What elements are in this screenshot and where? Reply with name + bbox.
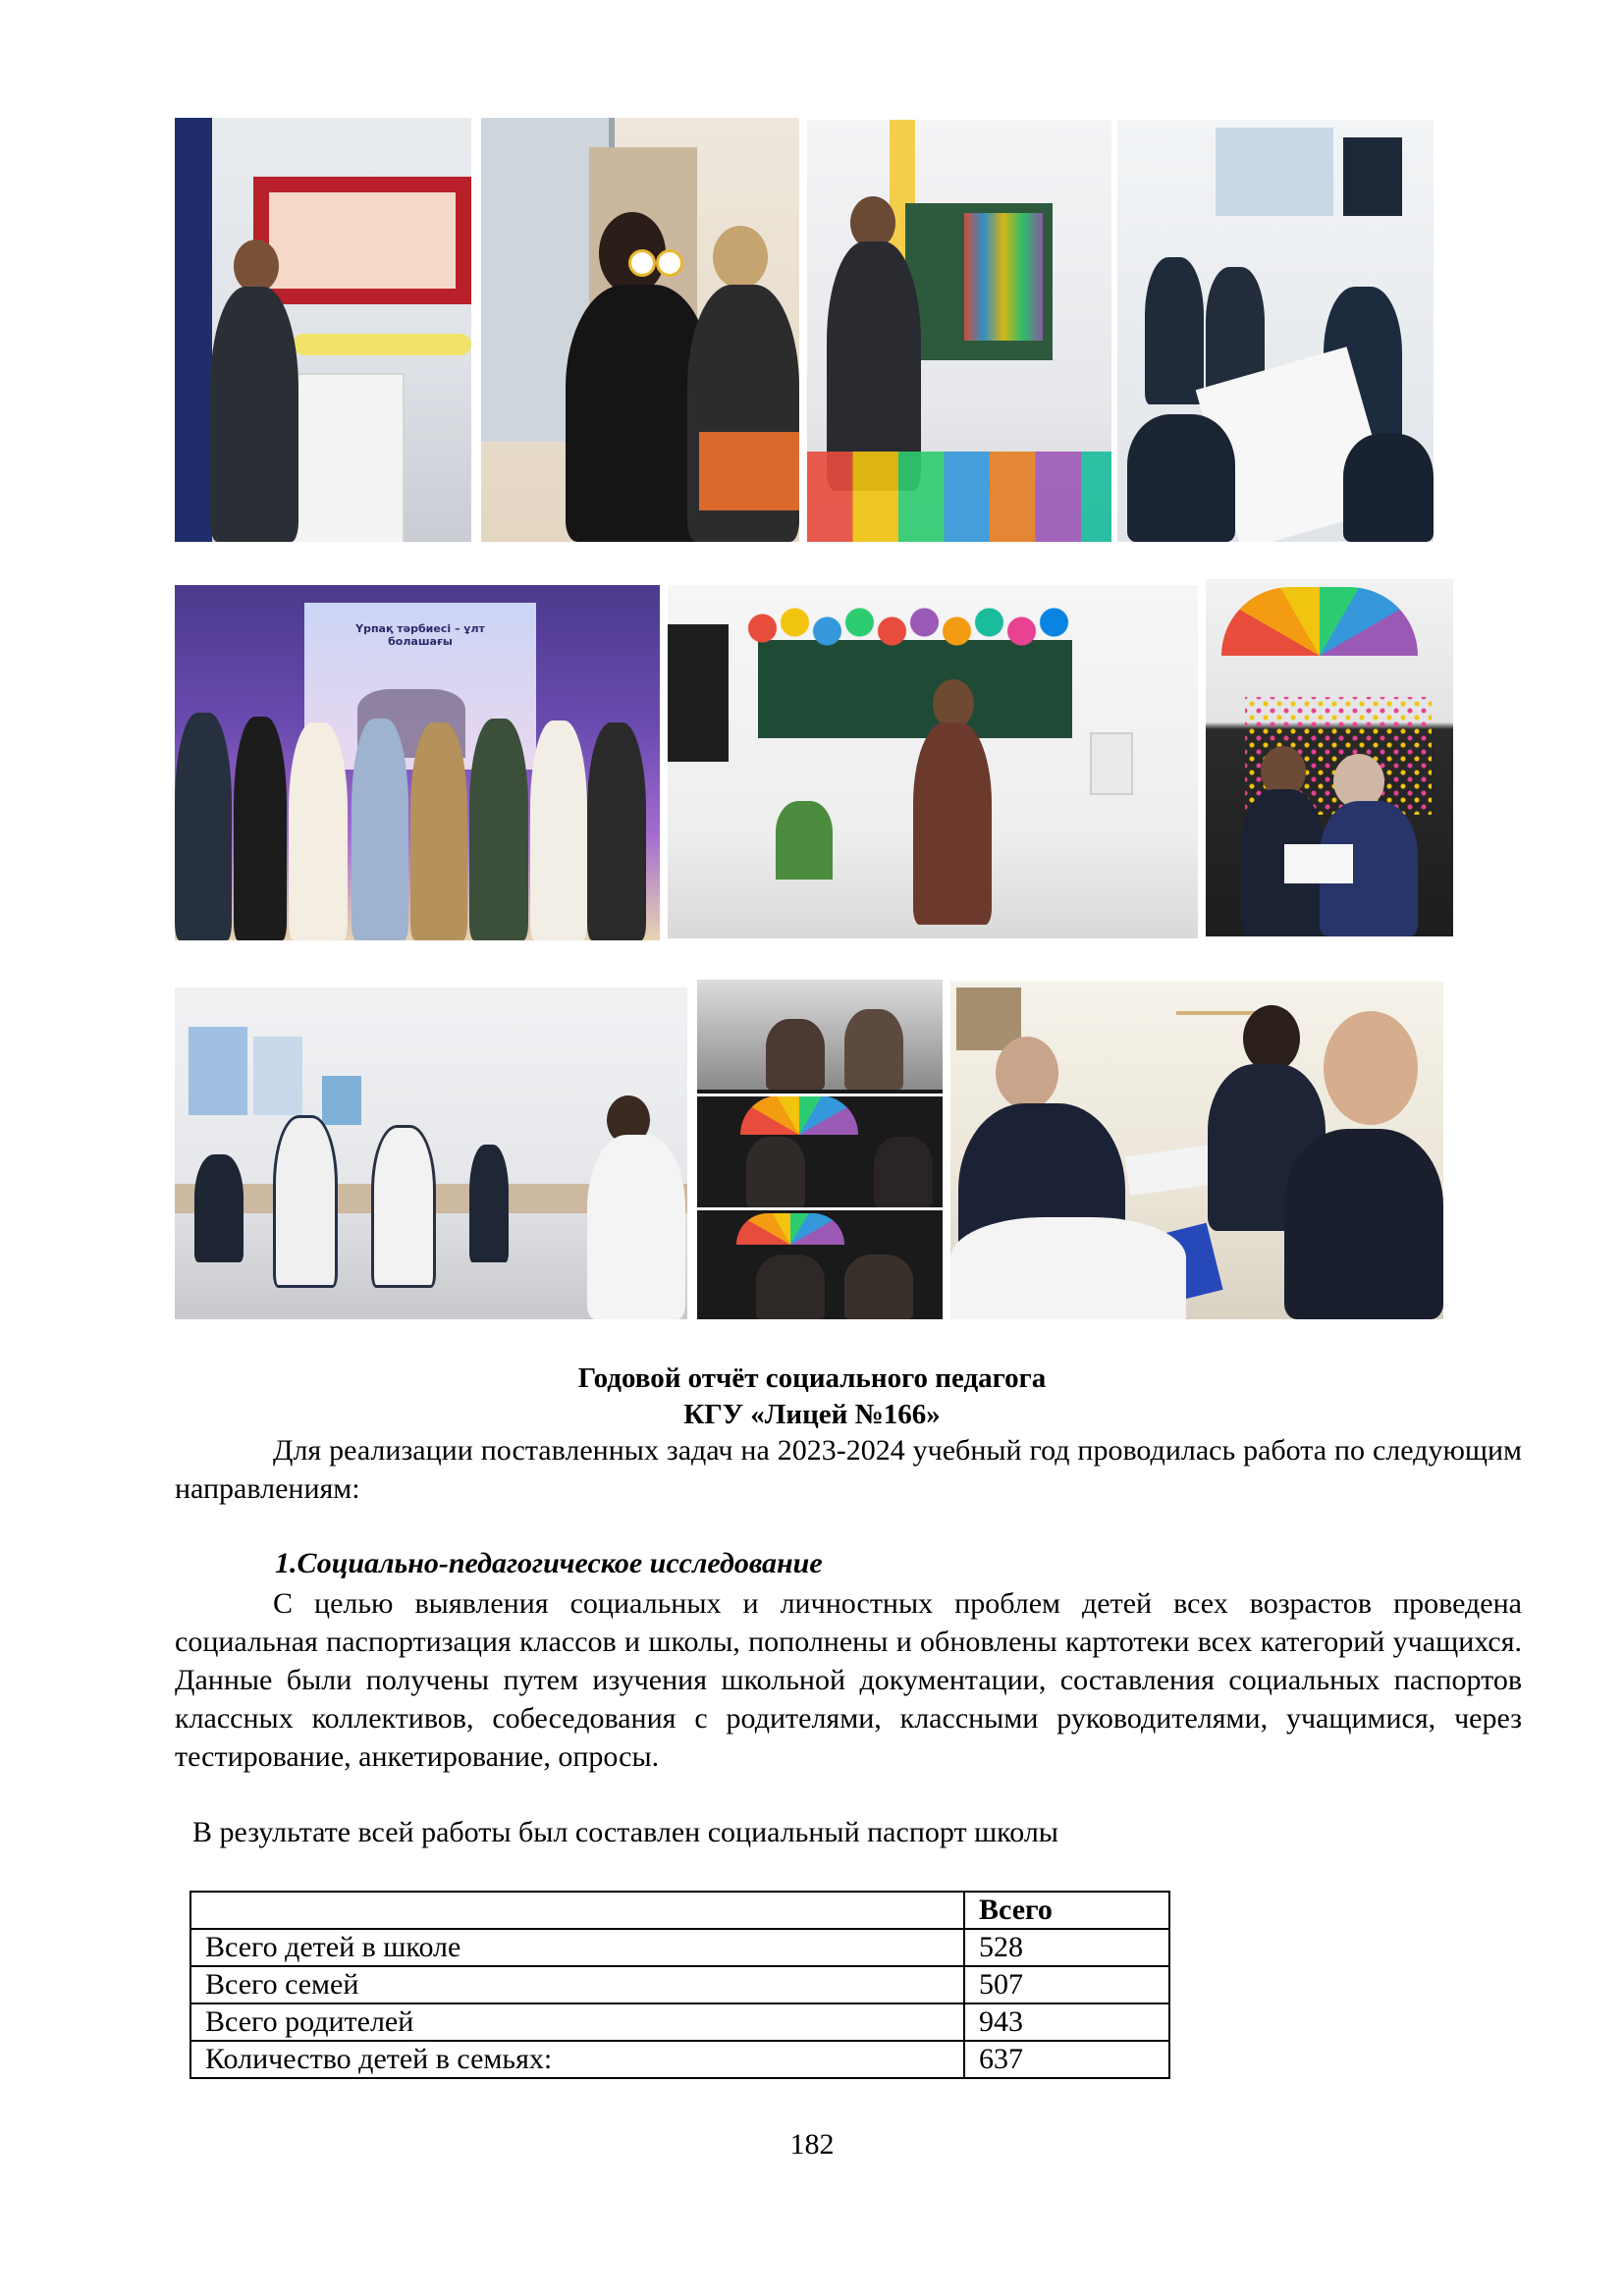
table-row xyxy=(190,2041,1169,2078)
stage-screen-caption: Үрпақ тәрбиесі – ұлт болашағы xyxy=(355,622,485,648)
table-cell-value: 507 xyxy=(964,1966,1169,2003)
report-title: Годовой отчёт социального педагога xyxy=(577,1362,1047,1394)
table-row xyxy=(190,2003,1169,2041)
table-cell-label: Количество детей в семьях: xyxy=(190,2041,964,2078)
section-paragraph xyxy=(175,1584,1522,1776)
photo-teacher-with-glasses-props xyxy=(481,118,799,542)
section-heading: 1.Социально-педагогическое исследование xyxy=(275,1547,823,1579)
photo-teacher-at-board xyxy=(807,120,1111,542)
table-header-cell xyxy=(190,1892,964,1929)
result-line: В результате всей работы был составлен социальный паспорт школы xyxy=(192,1816,1058,1848)
photo-teacher-at-podium xyxy=(175,118,471,542)
page-number: 182 xyxy=(789,2128,835,2161)
report-title-school: КГУ «Лицей №166» xyxy=(683,1399,941,1430)
table-cell-label: Всего семей xyxy=(190,1966,964,2003)
table-row xyxy=(190,1966,1169,2003)
photo-presenter-under-balloons xyxy=(668,585,1198,938)
photo-rainbow-umbrella xyxy=(1206,579,1453,936)
section-text: С целью выявления социальных и личностных проблем детей всех возрастов проведена социальная паспортизация классов и школы, пополнены и обновлены картотеки всех категорий учащихся. Данные были получены путем изучения школьной документации, составления социальных паспортов классных коллективов, собеседования с родителями, классными руководителями, учащимися, через тестирование, анкетирование, опросы. xyxy=(175,1587,1522,1773)
intro-paragraph xyxy=(175,1431,1522,1508)
photo-students-on-floor xyxy=(1117,120,1434,542)
photo-umbrella-collage xyxy=(697,980,943,1319)
table-cell-value: 528 xyxy=(964,1929,1169,1966)
table-header-cell: Всего xyxy=(964,1892,1169,1929)
photo-classroom-students xyxy=(175,988,687,1319)
intro-text: Для реализации поставленных задач на 2023-2024 учебный год проводилась работа по следующим направлениям: xyxy=(175,1434,1522,1505)
photo-group-on-stage xyxy=(175,585,660,940)
photo-students-at-table xyxy=(950,982,1443,1319)
table-cell-label: Всего родителей xyxy=(190,2003,964,2041)
table-cell-label: Всего детей в школе xyxy=(190,1929,964,1966)
social-passport-table xyxy=(189,1891,1170,2079)
table-row xyxy=(190,1929,1169,1966)
table-cell-value: 637 xyxy=(964,2041,1169,2078)
table-cell-value: 943 xyxy=(964,2003,1169,2041)
table-header-row xyxy=(190,1892,1169,1929)
